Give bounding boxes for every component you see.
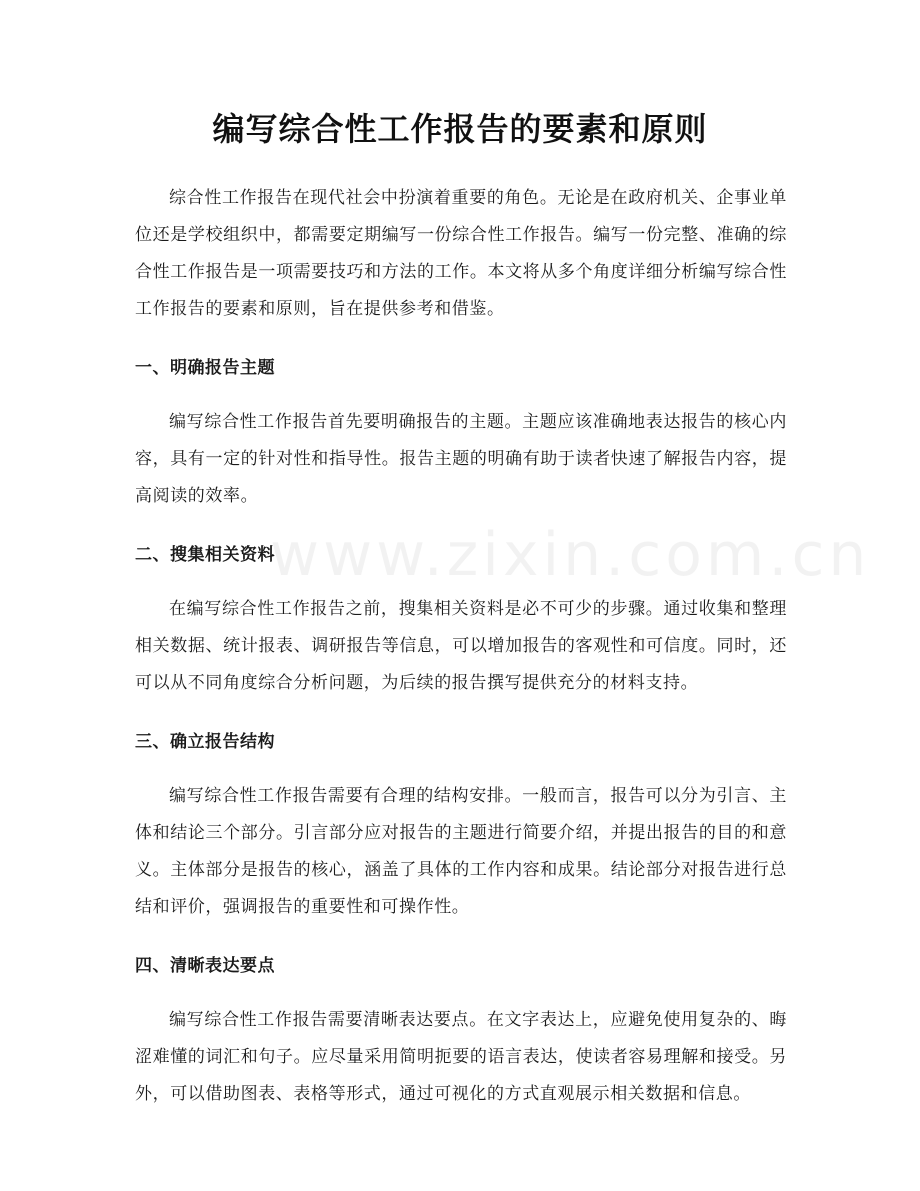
section-paragraph: 在编写综合性工作报告之前，搜集相关资料是必不可少的步骤。通过收集和整理相关数据、统计报表、调研报告等信息，可以增加报告的客观性和可信度。同时，还可以从不同角度综合分析问题，为后续的报告撰写提供充分的材料支持。 (135, 599, 787, 693)
intro-paragraph: 综合性工作报告在现代社会中扮演着重要的角色。无论是在政府机关、企事业单位还是学校组织中，都需要定期编写一份综合性工作报告。编写一份完整、准确的综合性工作报告是一项需要技巧和方法的工作。本文将从多个角度详细分析编写综合性工作报告的要素和原则，旨在提供参考和借鉴。 (135, 188, 787, 319)
section-heading: 二、搜集相关资料 (135, 545, 275, 565)
section-3 (135, 728, 787, 926)
document-body (135, 180, 871, 1113)
section-heading: 四、清晰表达要点 (135, 956, 275, 976)
section-4 (135, 952, 787, 1113)
section-heading: 一、明确报告主题 (135, 358, 275, 378)
section-1 (135, 354, 787, 515)
section-paragraph: 编写综合性工作报告需要有合理的结构安排。一般而言，报告可以分为引言、主体和结论三个部分。引言部分应对报告的主题进行简要介绍，并提出报告的目的和意义。主体部分是报告的核心，涵盖了具体的工作内容和成果。结论部分对报告进行总结和评价，强调报告的重要性和可操作性。 (135, 786, 787, 917)
page-title: 编写综合性工作报告的要素和原则 (212, 110, 708, 148)
section-paragraph: 编写综合性工作报告首先要明确报告的主题。主题应该准确地表达报告的核心内容，具有一定的针对性和指导性。报告主题的明确有助于读者快速了解报告内容，提高阅读的效率。 (135, 412, 787, 506)
section-2 (135, 541, 787, 702)
section-paragraph: 编写综合性工作报告需要清晰表达要点。在文字表达上，应避免使用复杂的、晦涩难懂的词汇和句子。应尽量采用简明扼要的语言表达，使读者容易理解和接受。另外，可以借助图表、表格等形式，通过可视化的方式直观展示相关数据和信息。 (135, 1010, 787, 1104)
section-heading: 三、确立报告结构 (135, 732, 275, 752)
watermark: www.zixin.com.cn (270, 520, 871, 590)
